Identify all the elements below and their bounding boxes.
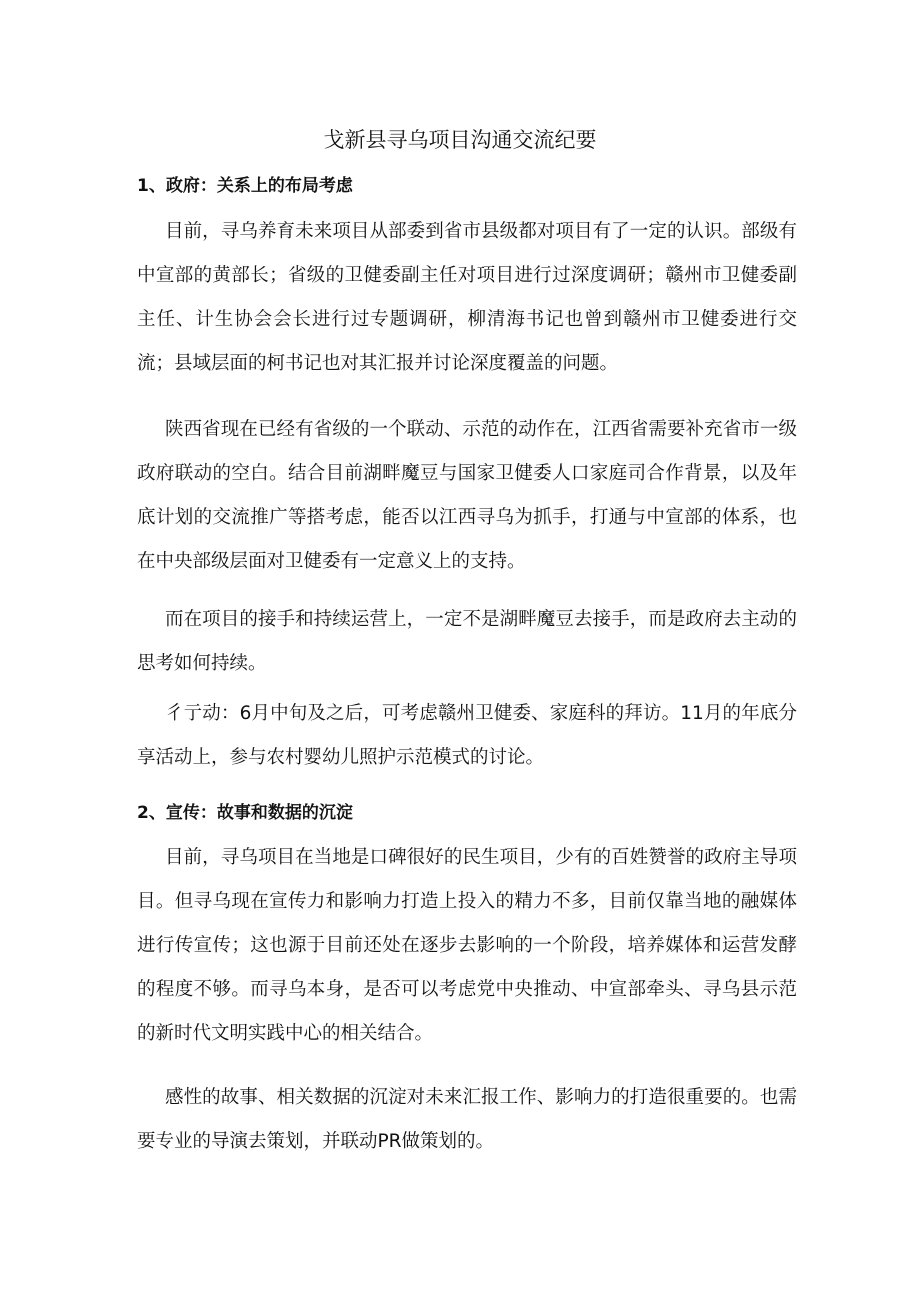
paragraph-government-operation: 而在项目的接手和持续运营上，一定不是湖畔魔豆去接手，而是政府去主动的思考如何持续。 [137,609,797,674]
paragraph-government-action: 彳亍动：6月中旬及之后，可考虑赣州卫健委、家庭科的拜访。11月的年底分享活动上，参与农村婴幼儿照护示范模式的讨论。 [137,703,797,768]
paragraph-government-linkage: 陕西省现在已经有省级的一个联动、示范的动作在，江西省需要补充省市一级政府联动的空白。结合目前湖畔魔豆与国家卫健委人口家庭司合作背景，以及年底计划的交流推广等搭考虑，能否以江西寻乌为抓手，打通与中宣部的体系，也在中央部级层面对卫健委有一定意义上的支持。 [137,419,797,572]
section-heading-publicity: 2、宣传：故事和数据的沉淀 [137,803,353,823]
paragraph-publicity-status: 目前，寻乌项目在当地是口碑很好的民生项目，少有的百姓赞誉的政府主导项目。但寻乌现在宣传力和影响力打造上投入的精力不多，目前仅靠当地的融媒体进行传宣传；这也源于目前还处在逐步去影响的一个阶段，培养媒体和运营发酵的程度不够。而寻乌本身，是否可以考虑党中央推动、中宣部牵头、寻乌县示范的新时代文明实践中心的相关结合。 [137,847,797,1044]
paragraph-publicity-stories: 感性的故事、相关数据的沉淀对未来汇报工作、影响力的打造很重要的。也需要专业的导演去策划，并联动PR做策划的。 [137,1087,797,1152]
paragraph-government-overview: 目前，寻乌养育未来项目从部委到省市县级都对项目有了一定的认识。部级有中宣部的黄部长；省级的卫健委副主任对项目进行过深度调研；赣州市卫健委副主任、计生协会会长进行过专题调研，柳清海书记也曾到赣州市卫健委进行交流；县域层面的柯书记也对其汇报并讨论深度覆盖的问题。 [137,221,797,374]
document-title: 戈新县寻乌项目沟通交流纪要 [323,128,597,152]
section-heading-government: 1、政府：关系上的布局考虑 [137,176,353,196]
